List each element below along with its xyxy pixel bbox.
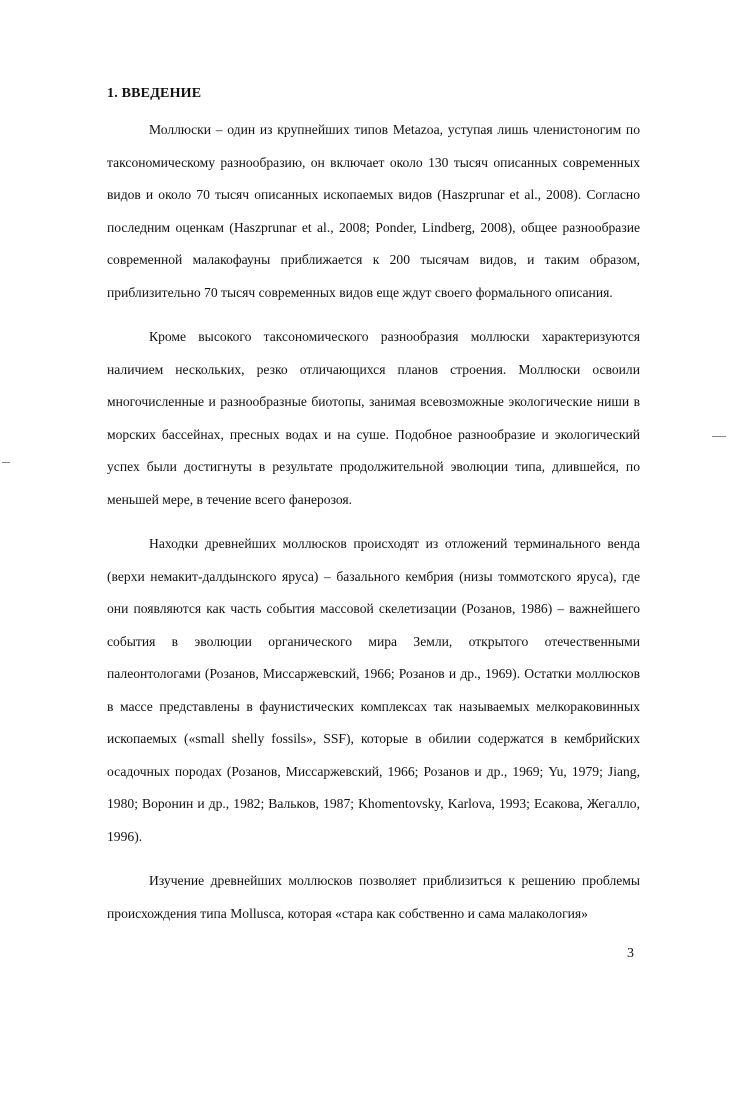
- paragraph-2: Кроме высокого таксономического разнообразия моллюски характеризуются наличием нескольких, резко отличающихся планов строения. Моллюски освоили многочисленные и разнообразные биотопы, занимая всевозможные экологические ниши в морских бассейнах, пресных водах и на суше. Подобное разнообразие и экологический успех были достигнуты в результате продолжительной эволюции типа, длившейся, по меньшей мере, в течение всего фанерозоя.: [107, 329, 640, 507]
- page-number: 3: [627, 946, 634, 961]
- scan-artifact-right: [712, 436, 726, 437]
- section-heading: 1. ВВЕДЕНИЕ: [107, 86, 202, 101]
- scan-artifact-left: [2, 462, 10, 463]
- paragraph-3: Находки древнейших моллюсков происходят из отложений терминального венда (верхи немакит-далдынского яруса) – базального кембрия (низы томмотского яруса), где они появляются как часть события массовой скелетизации (Розанов, 1986) – важнейшего события в эволюции органического мира Земли, открытого отечественными палеонтологами (Розанов, Миссаржевский, 1966; Розанов и др., 1969). Остатки моллюсков в массе представлены в фаунистических комплексах так называемых мелкораковинных ископаемых («small shelly fossils», SSF), которые в обилии содержатся в кембрийских осадочных породах (Розанов, Миссаржевский, 1966; Розанов и др., 1969; Yu, 1979; Jiang, 1980; Воронин и др., 1982; Вальков, 1987; Khomentovsky, Karlova, 1993; Есакова, Жегалло, 1996).: [107, 536, 640, 844]
- paragraph-1: Моллюски – один из крупнейших типов Metazoa, уступая лишь членистоногим по таксономическому разнообразию, он включает около 130 тысяч описанных современных видов и около 70 тысяч описанных ископаемых видов (Haszprunar et al., 2008). Согласно последним оценкам (Haszprunar et al., 2008; Ponder, Lindberg, 2008), общее разнообразие современной малакофауны приближается к 200 тысячам видов, и таким образом, приблизительно 70 тысяч современных видов еще ждут своего формального описания.: [107, 122, 640, 300]
- body-text: [107, 114, 640, 942]
- paragraph-4: Изучение древнейших моллюсков позволяет приблизиться к решению проблемы происхождения типа Mollusca, которая «стара как собственно и сама малакология»: [107, 873, 640, 921]
